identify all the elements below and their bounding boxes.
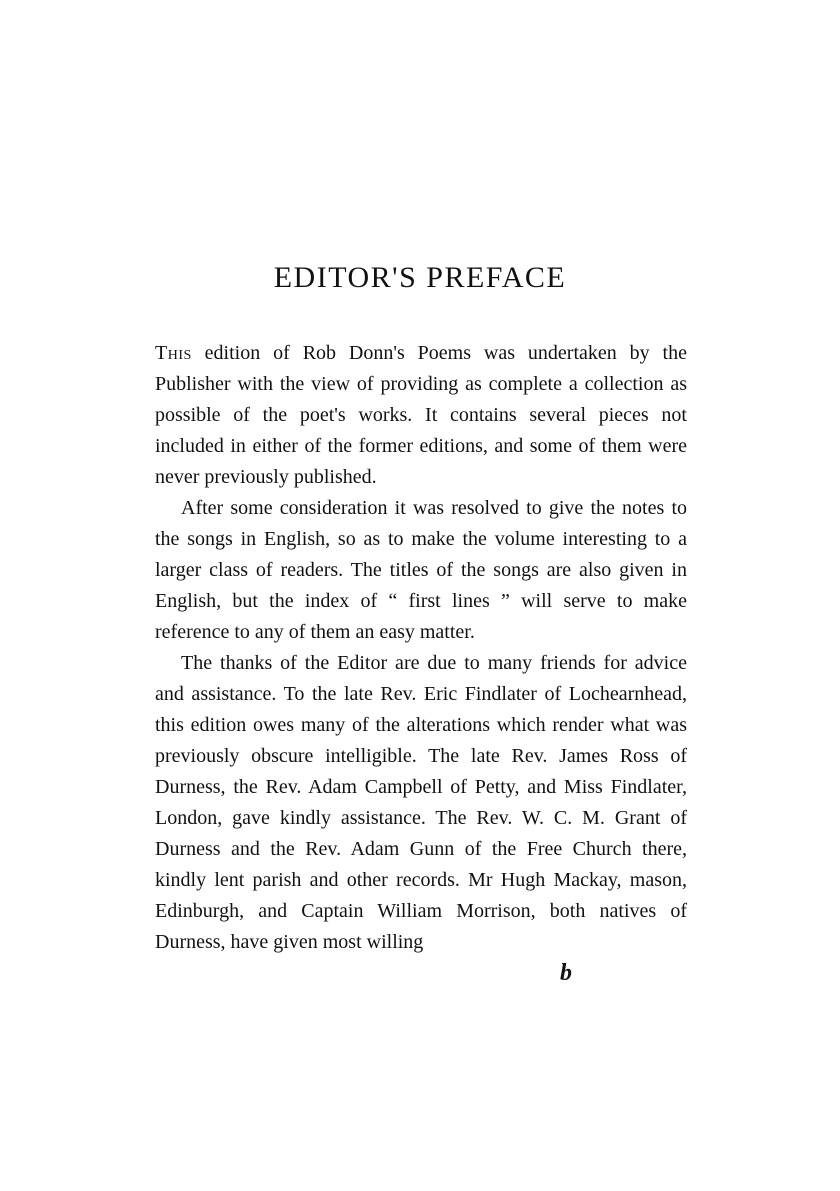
signature-mark: b — [560, 960, 572, 986]
paragraph-3 — [155, 648, 687, 958]
paragraph-text: The thanks of the Editor are due to many friends for advice and assistance. To the late Rev. Eric Findlater of Lochearnhead, this edition owes many of the alterations which render what was previously obscure intelligible. The late Rev. James Ross of Durness, the Rev. Adam Campbell of Petty, and Miss Findlater, London, gave kindly assistance. The Rev. W. C. M. Grant of Durness and the Rev. Adam Gunn of the Free Church there, kindly lent parish and other records. Mr Hugh Mackay, mason, Edinburgh, and Captain William Morrison, both natives of Durness, have given most willing — [155, 652, 687, 953]
paragraph-lead: This — [155, 342, 192, 364]
page-title: EDITOR'S PREFACE — [273, 261, 567, 294]
paragraph-text: After some consideration it was resolved to give the notes to the songs in English, so as to make the volume interesting to a larger class of readers. The titles of the songs are also given in English, but the index of “ first lines ” will serve to make reference to any of them an easy matter. — [155, 497, 687, 643]
paragraph-2 — [155, 493, 687, 648]
preface-body — [155, 338, 687, 958]
paragraph-text: edition of Rob Donn's Poems was undertaken by the Publisher with the view of providing as complete a collection as possible of the poet's works. It contains several pieces not included in either of the former editions, and some of them were never previously published. — [155, 342, 687, 488]
paragraph-1 — [155, 338, 687, 493]
